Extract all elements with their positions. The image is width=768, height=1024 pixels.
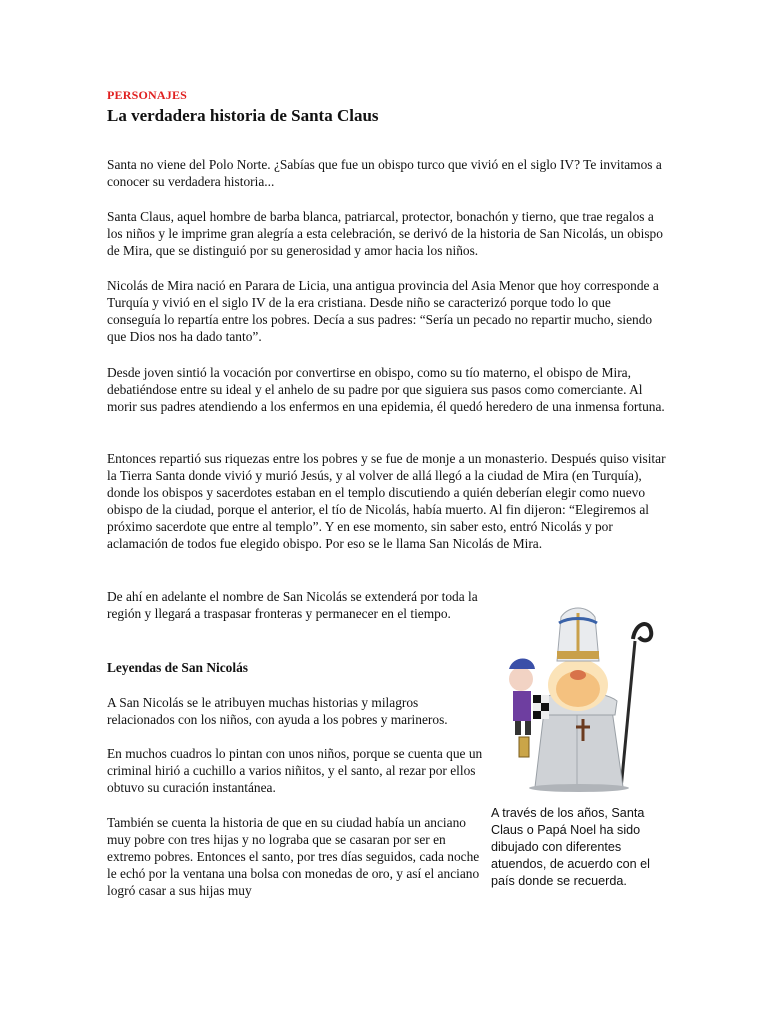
paragraph-cuadros: En muchos cuadros lo pintan con unos niños, porque se cuenta que un criminal hirió a cuchillo a varios niñitos, y el santo, al rezar por ellos obtuvo su curación instantánea. [107,746,483,795]
paragraph-nombre: De ahí en adelante el nombre de San Nicolás se extenderá por toda la región y llegará a traspasar fronteras y permanecer en el tiempo. [107,589,478,621]
paragraph-nacimiento: Nicolás de Mira nació en Parara de Licia, una antigua provincia del Asia Menor que hoy corresponde a Turquía y vivió en el siglo IV de la era cristiana. Desde niño se caracterizó porque todo lo que conseguía lo repartía entre los pobres. Decía a sus padres: “Sería un pecado no repartir mucho, siendo que Dios nos ha dado tanto”. [107,278,659,344]
paragraph-santa-claus: Santa Claus, aquel hombre de barba blanca, patriarcal, protector, bonachón y tierno, que trae regalos a los niños y le imprime gran alegría a esta celebración, se derivó de la historia de San Nicolás, un obispo de Mira, que se distinguió por su generosidad y amor hacia los niños. [107,209,663,258]
paragraph-hijas: También se cuenta la historia de que en su ciudad había un anciano muy pobre con tres hijas y no lograba que se casaran por ser en extremo pobres. Entonces el santo, por tres días seguidos, cada noche le echó por la ventana una bolsa con monedas de oro, y así el anciano logró casar a sus hijas muy [107,815,480,898]
section-kicker: PERSONAJES [107,88,188,102]
san-nicolas-figurine-image [499,603,659,793]
figure-caption: A través de los años, Santa Claus o Papá Noel ha sido dibujado con diferentes atuendos, de acuerdo con el país donde se recuerda. [491,806,650,888]
paragraph-milagros: A San Nicolás se le atribuyen muchas historias y milagros relacionados con los niños, con ayuda a los pobres y marineros. [107,695,448,727]
page-title: La verdadera historia de Santa Claus [107,106,379,125]
subheading-leyendas: Leyendas de San Nicolás [107,660,248,675]
paragraph-vocacion: Desde joven sintió la vocación por convertirse en obispo, como su tío materno, el obispo de Mira, debatiéndose entre su ideal y el anhelo de su padre por que siguiera sus pasos como comerciante. Al morir sus padres atendiendo a los enfermos en una epidemia, él quedó heredero de una inmensa fortuna. [107,365,665,414]
figure [491,603,667,890]
paragraph-intro: Santa no viene del Polo Norte. ¿Sabías que fue un obispo turco que vivió en el siglo IV? Te invitamos a conocer su verdadera historia... [107,157,662,189]
paragraph-obispo: Entonces repartió sus riquezas entre los pobres y se fue de monje a un monasterio. Después quiso visitar la Tierra Santa donde vivió y murió Jesús, y al volver de allá llegó a la ciudad de Mira (en Turquía), donde los obispos y sacerdotes estaban en el templo discutiendo a quién deberían elegir como nuevo obispo de la ciudad, porque el anterior, el tío de Nicolás, había muerto. Al fin dijeron: “Elegiremos al próximo sacerdote que entre al templo”. Y en ese momento, sin saber esto, entró Nicolás y por aclamación de todos fue elegido obispo. Por eso se le llama San Nicolás de Mira. [107,451,666,551]
